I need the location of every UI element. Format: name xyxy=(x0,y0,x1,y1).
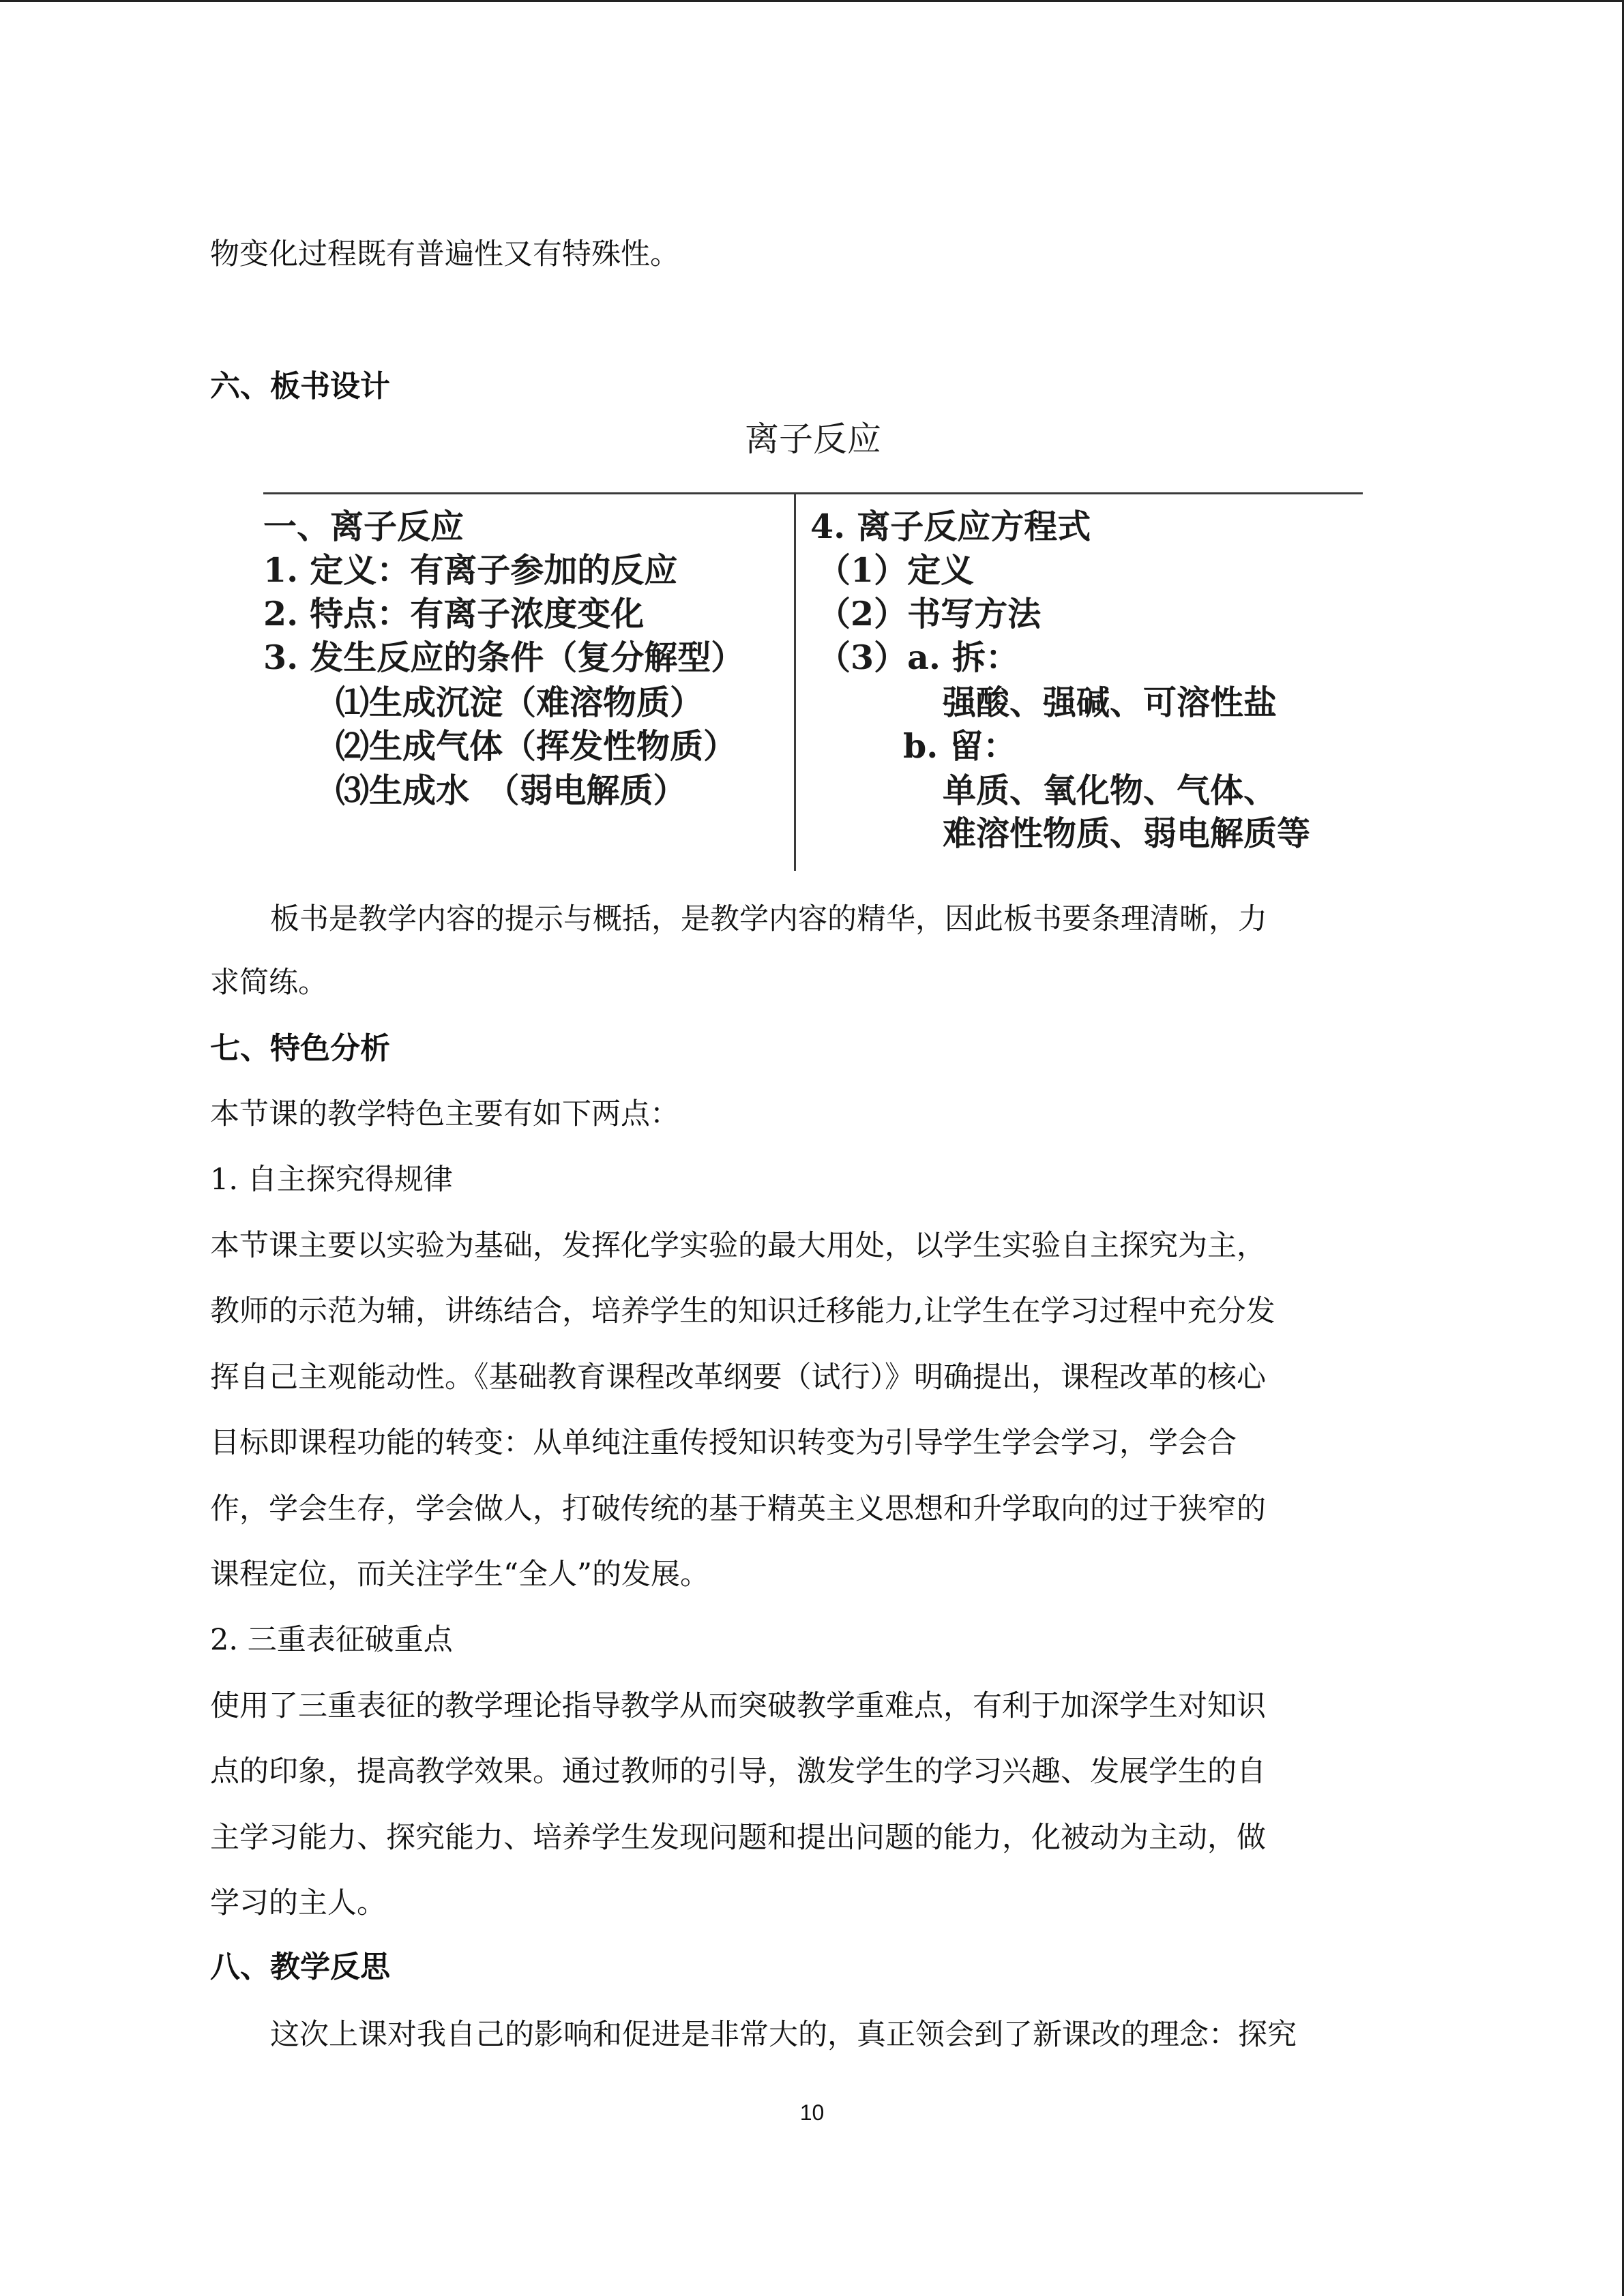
paragraph-line: 使用了三重表征的教学理论指导教学从而突破教学重难点，有利于加深学生对知识 xyxy=(210,1689,1266,1723)
paragraph-line: 教师的示范为辅，讲练结合，培养学生的知识迁移能力,让学生在学习过程中充分发 xyxy=(210,1294,1275,1328)
board-left-line: 3. 发生反应的条件（复分解型） xyxy=(263,638,745,677)
board-right-line: （1）定义 xyxy=(817,550,975,590)
board-right-line: b. 留： xyxy=(903,726,1017,766)
board-left-line: ⑶生成水 （弱电解质） xyxy=(336,771,687,810)
paragraph-line: 物变化过程既有普遍性又有特殊性。 xyxy=(210,237,679,271)
point-title: 2. 三重表征破重点 xyxy=(210,1623,453,1657)
section-heading-reflection: 八、教学反思 xyxy=(210,1950,390,1984)
board-right-line: 强酸、强碱、可溶性盐 xyxy=(943,683,1278,722)
board-left-line: 1. 定义：有离子参加的反应 xyxy=(263,550,678,590)
board-right-line: （3）a. 拆： xyxy=(817,638,1019,677)
paragraph-line: 这次上课对我自己的影响和促进是非常大的，真正领会到了新课改的理念：探究 xyxy=(270,2018,1297,2052)
paragraph-line: 主学习能力、探究能力、培养学生发现问题和提出问题的能力，化被动为主动，做 xyxy=(210,1821,1266,1855)
board-left-line: ⑵生成气体（挥发性物质） xyxy=(336,726,737,766)
paragraph-line: 本节课的教学特色主要有如下两点： xyxy=(210,1097,679,1131)
board-left-line: 2. 特点：有离子浓度变化 xyxy=(263,594,645,633)
paragraph-line: 挥自己主观能动性。《基础教育课程改革纲要（试行）》明确提出，课程改革的核心 xyxy=(210,1360,1266,1395)
page-number: 10 xyxy=(799,2100,825,2125)
board-horizontal-rule xyxy=(263,492,1363,494)
section-heading-board-design: 六、板书设计 xyxy=(210,369,390,404)
section-heading-features: 七、特色分析 xyxy=(210,1031,390,1066)
paragraph-line: 点的印象，提高教学效果。通过教师的引导，激发学生的学习兴趣、发展学生的自 xyxy=(210,1755,1266,1789)
point-title: 1. 自主探究得规律 xyxy=(210,1163,453,1197)
paragraph-line: 板书是教学内容的提示与概括，是教学内容的精华，因此板书要条理清晰，力 xyxy=(270,902,1267,936)
board-right-line: 4. 离子反应方程式 xyxy=(810,507,1091,546)
blackboard-diagram xyxy=(263,409,1363,873)
board-right-line: 难溶性物质、弱电解质等 xyxy=(943,814,1311,853)
board-right-line: （2）书写方法 xyxy=(817,594,1042,633)
paragraph-line: 课程定位，而关注学生“全人”的发展。 xyxy=(210,1557,709,1592)
paragraph-line: 学习的主人。 xyxy=(210,1886,386,1920)
board-right-line: 单质、氧化物、气体、 xyxy=(943,771,1278,810)
board-vertical-divider xyxy=(794,494,796,871)
board-left-line: ⑴生成沉淀（难溶物质） xyxy=(336,683,704,722)
board-left-line: 一、离子反应 xyxy=(263,507,464,546)
page-top-border xyxy=(0,0,1624,2)
board-title: 离子反应 xyxy=(745,419,881,459)
paragraph-line: 求简练。 xyxy=(210,966,327,1000)
paragraph-line: 本节课主要以实验为基础，发挥化学实验的最大用处，以学生实验自主探究为主， xyxy=(210,1229,1266,1263)
paragraph-line: 作，学会生存，学会做人，打破传统的基于精英主义思想和升学取向的过于狭窄的 xyxy=(210,1492,1266,1526)
paragraph-line: 目标即课程功能的转变：从单纯注重传授知识转变为引导学生学会学习，学会合 xyxy=(210,1426,1237,1460)
